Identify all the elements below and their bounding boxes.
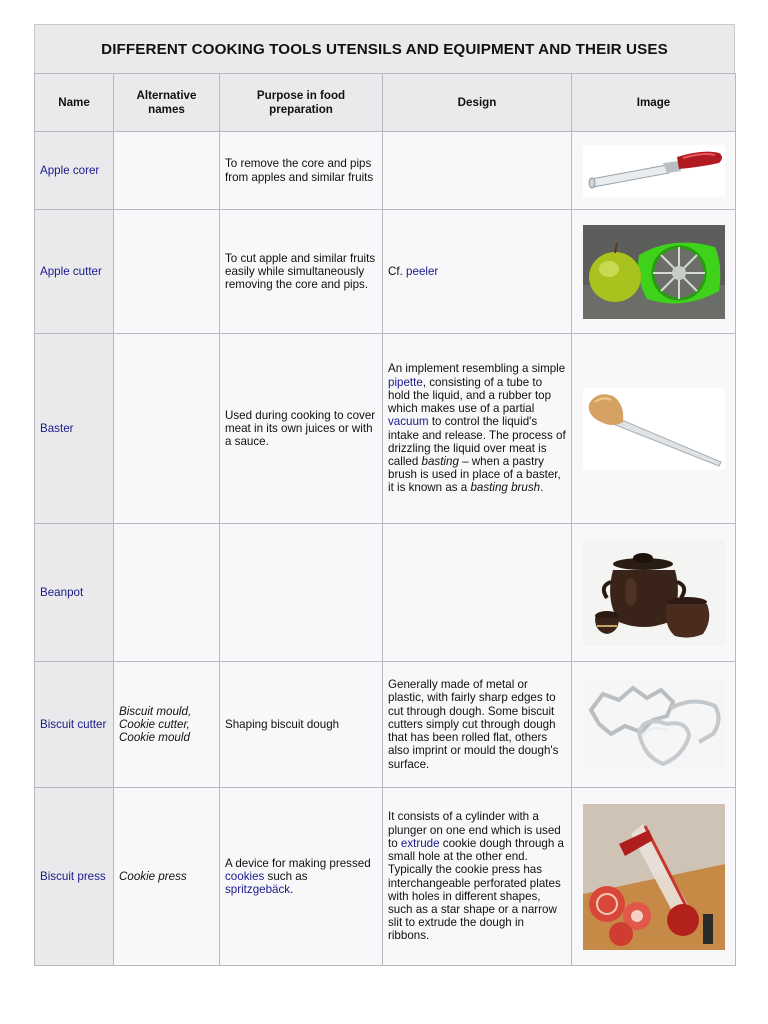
name-link[interactable]: Apple cutter [40,264,102,278]
design-cell [383,524,572,662]
row-name-cell [35,334,114,524]
beanpot-photo [583,540,725,646]
header-image: Image [572,74,736,132]
document [34,24,735,966]
purpose-text: A device for making pressed [225,856,371,870]
header-alternative-names: Alternative names [114,74,220,132]
design-text: cookie dough through a small hole at the other end. Typically the cookie press has interchangeable perforated plates with holes in different shapes, such as a star shape or a narrow slit to extrude the dough in ribbons. [388,836,564,943]
baster-photo [583,388,725,470]
design-emphasis: basting brush [470,481,541,495]
pipette-link[interactable]: pipette [388,375,423,389]
alt-names-cell [114,524,220,662]
design-prefix: Cf. [388,264,407,278]
image-cell [572,524,736,662]
design-cell [383,210,572,334]
design-emphasis: basting [421,454,459,468]
alt-names-cell [114,788,220,966]
extrude-link[interactable]: extrude [400,836,440,850]
header-name: Name [35,74,114,132]
biscuit-press-photo [583,804,725,950]
design-cell [383,132,572,210]
purpose-cell: Used during cooking to cover meat in its own juices or with a sauce. [220,334,383,524]
name-link[interactable]: Biscuit press [40,869,106,883]
image-cell [572,334,736,524]
tools-table [34,73,736,966]
purpose-cell: To remove the core and pips from apples and similar fruits [220,132,383,210]
alt-names-cell [114,662,220,788]
alt-name-line: Cookie mould [119,731,190,745]
row-name-cell [35,132,114,210]
row-name-cell [35,788,114,966]
design-cell: Generally made of metal or plastic, with fairly sharp edges to cut through dough. Some biscuit cutters simply cut through dough that has been rolled flat, others also imprint or mould the dough's surface. [383,662,572,788]
header-design: Design [383,74,572,132]
design-text: , consisting of a tube to hold the liquid, and a rubber top which makes use of a partial [388,375,552,416]
purpose-cell [220,788,383,966]
table-row [35,210,736,334]
spritzgeback-link[interactable]: spritzgebäck [225,883,291,897]
header-purpose: Purpose in food preparation [220,74,383,132]
alt-name-line: Cookie cutter, [119,717,190,731]
biscuit-cutter-photo [583,680,725,770]
design-cell [383,334,572,524]
row-name-cell [35,524,114,662]
table-row [35,132,736,210]
design-text: to control the liquid's intake and release. The process of drizzling the liquid over meat is called [388,415,566,468]
image-cell [572,210,736,334]
design-cell [383,788,572,966]
apple-corer-photo [583,145,725,197]
header-row [35,74,736,132]
alt-names-cell [114,334,220,524]
alt-names-cell [114,210,220,334]
image-cell [572,132,736,210]
row-name-cell [35,210,114,334]
design-text: It consists of a cylinder with a plunger on one end which is used to [388,810,561,850]
name-link[interactable]: Beanpot [40,585,84,599]
page-title: DIFFERENT COOKING TOOLS UTENSILS AND EQUIPMENT AND THEIR USES [34,24,735,73]
alt-names-cell [114,132,220,210]
purpose-cell [220,524,383,662]
purpose-cell: Shaping biscuit dough [220,662,383,788]
purpose-cell: To cut apple and similar fruits easily while simultaneously removing the core and pips. [220,210,383,334]
cookies-link[interactable]: cookies [225,869,265,883]
table-row [35,524,736,662]
purpose-text: . [290,883,294,897]
table-row [35,334,736,524]
alt-name-line: Biscuit mould, [119,704,192,718]
name-link[interactable]: Baster [40,421,74,435]
table-row [35,662,736,788]
image-cell [572,662,736,788]
image-cell [572,788,736,966]
name-link[interactable]: Apple corer [40,163,100,177]
design-text: . [540,481,544,495]
purpose-text: such as [264,869,308,883]
peeler-link[interactable]: peeler [406,264,439,278]
apple-cutter-photo [583,225,725,319]
row-name-cell [35,662,114,788]
alt-name-text: Cookie press [119,869,187,883]
design-text: An implement resembling a simple [388,362,566,376]
table-row [35,788,736,966]
design-text: – when a pastry brush is used in place of a baster, it is known as a [388,454,561,495]
name-link[interactable]: Biscuit cutter [40,717,107,731]
vacuum-link[interactable]: vacuum [388,415,429,429]
